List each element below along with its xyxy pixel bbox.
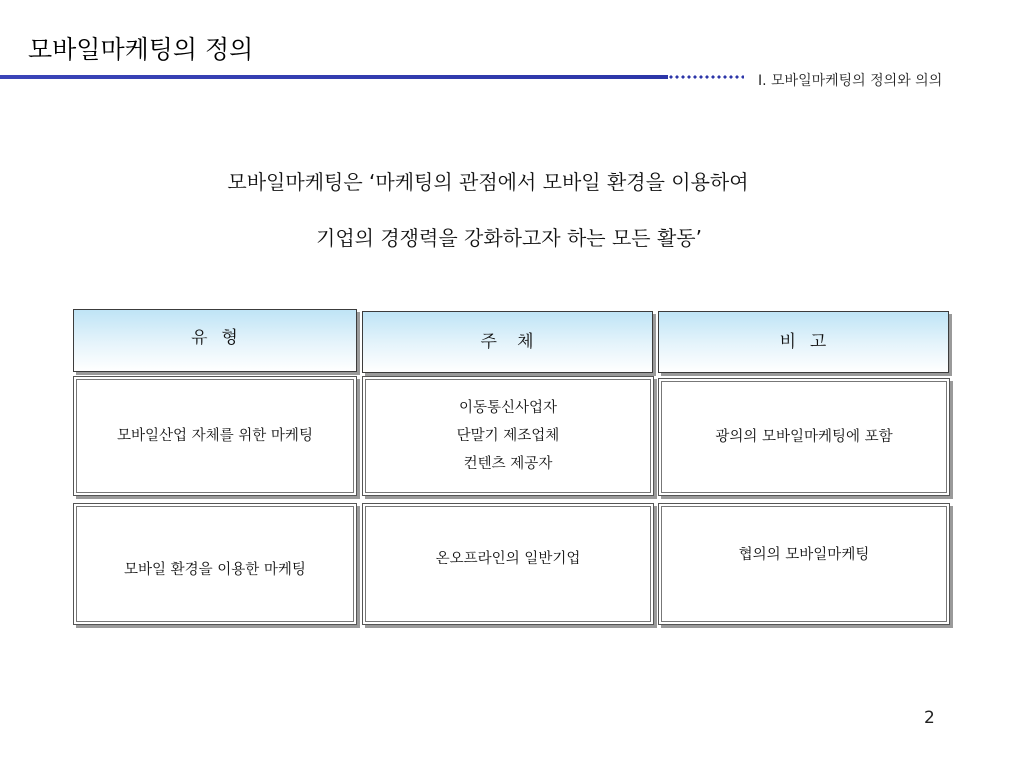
row-2-subject-1: 온오프라인의 일반기업: [435, 551, 581, 567]
row-1-subject-1: 이동통신사업자: [458, 400, 558, 416]
title-underline: [0, 75, 668, 79]
table-row-2-type: [73, 503, 357, 625]
page-number: 2: [924, 708, 935, 728]
section-label: Ⅰ. 모바일마케팅의 정의와 의의: [758, 73, 943, 89]
row-1-type-text: 모바일산업 자체를 위한 마케팅: [117, 428, 313, 444]
header-type: [73, 309, 357, 372]
table-row-2-subject: [362, 503, 654, 625]
definition-line-1: 모바일마케팅은 ‘마케팅의 관점에서 모바일 환경을 이용하여: [227, 170, 749, 194]
table-row-1-subject: [362, 376, 654, 496]
row-1-note-text: 광의의 모바일마케팅에 포함: [715, 429, 893, 445]
header-subject-label: 주 체: [480, 332, 535, 352]
table-row-2-note: [658, 503, 950, 625]
header-note-label: 비 고: [779, 332, 828, 352]
header-note: [658, 311, 949, 373]
row-1-subject-2: 단말기 제조업체: [456, 428, 560, 444]
row-2-type-text: 모바일 환경을 이용한 마케팅: [124, 562, 306, 578]
table-row-1-note: [658, 378, 950, 496]
definition-line-2: 기업의 경쟁력을 강화하고자 하는 모든 활동’: [316, 226, 702, 250]
slide-title: 모바일마케팅의 정의: [28, 35, 254, 64]
title-dotted-rule: [668, 75, 744, 79]
row-2-note-text: 협의의 모바일마케팅: [738, 547, 870, 563]
row-1-subject-3: 컨텐츠 제공자: [463, 456, 553, 472]
header-type-label: 유 형: [191, 327, 239, 348]
table-row-1-type: [73, 376, 357, 496]
header-subject: [362, 311, 653, 373]
